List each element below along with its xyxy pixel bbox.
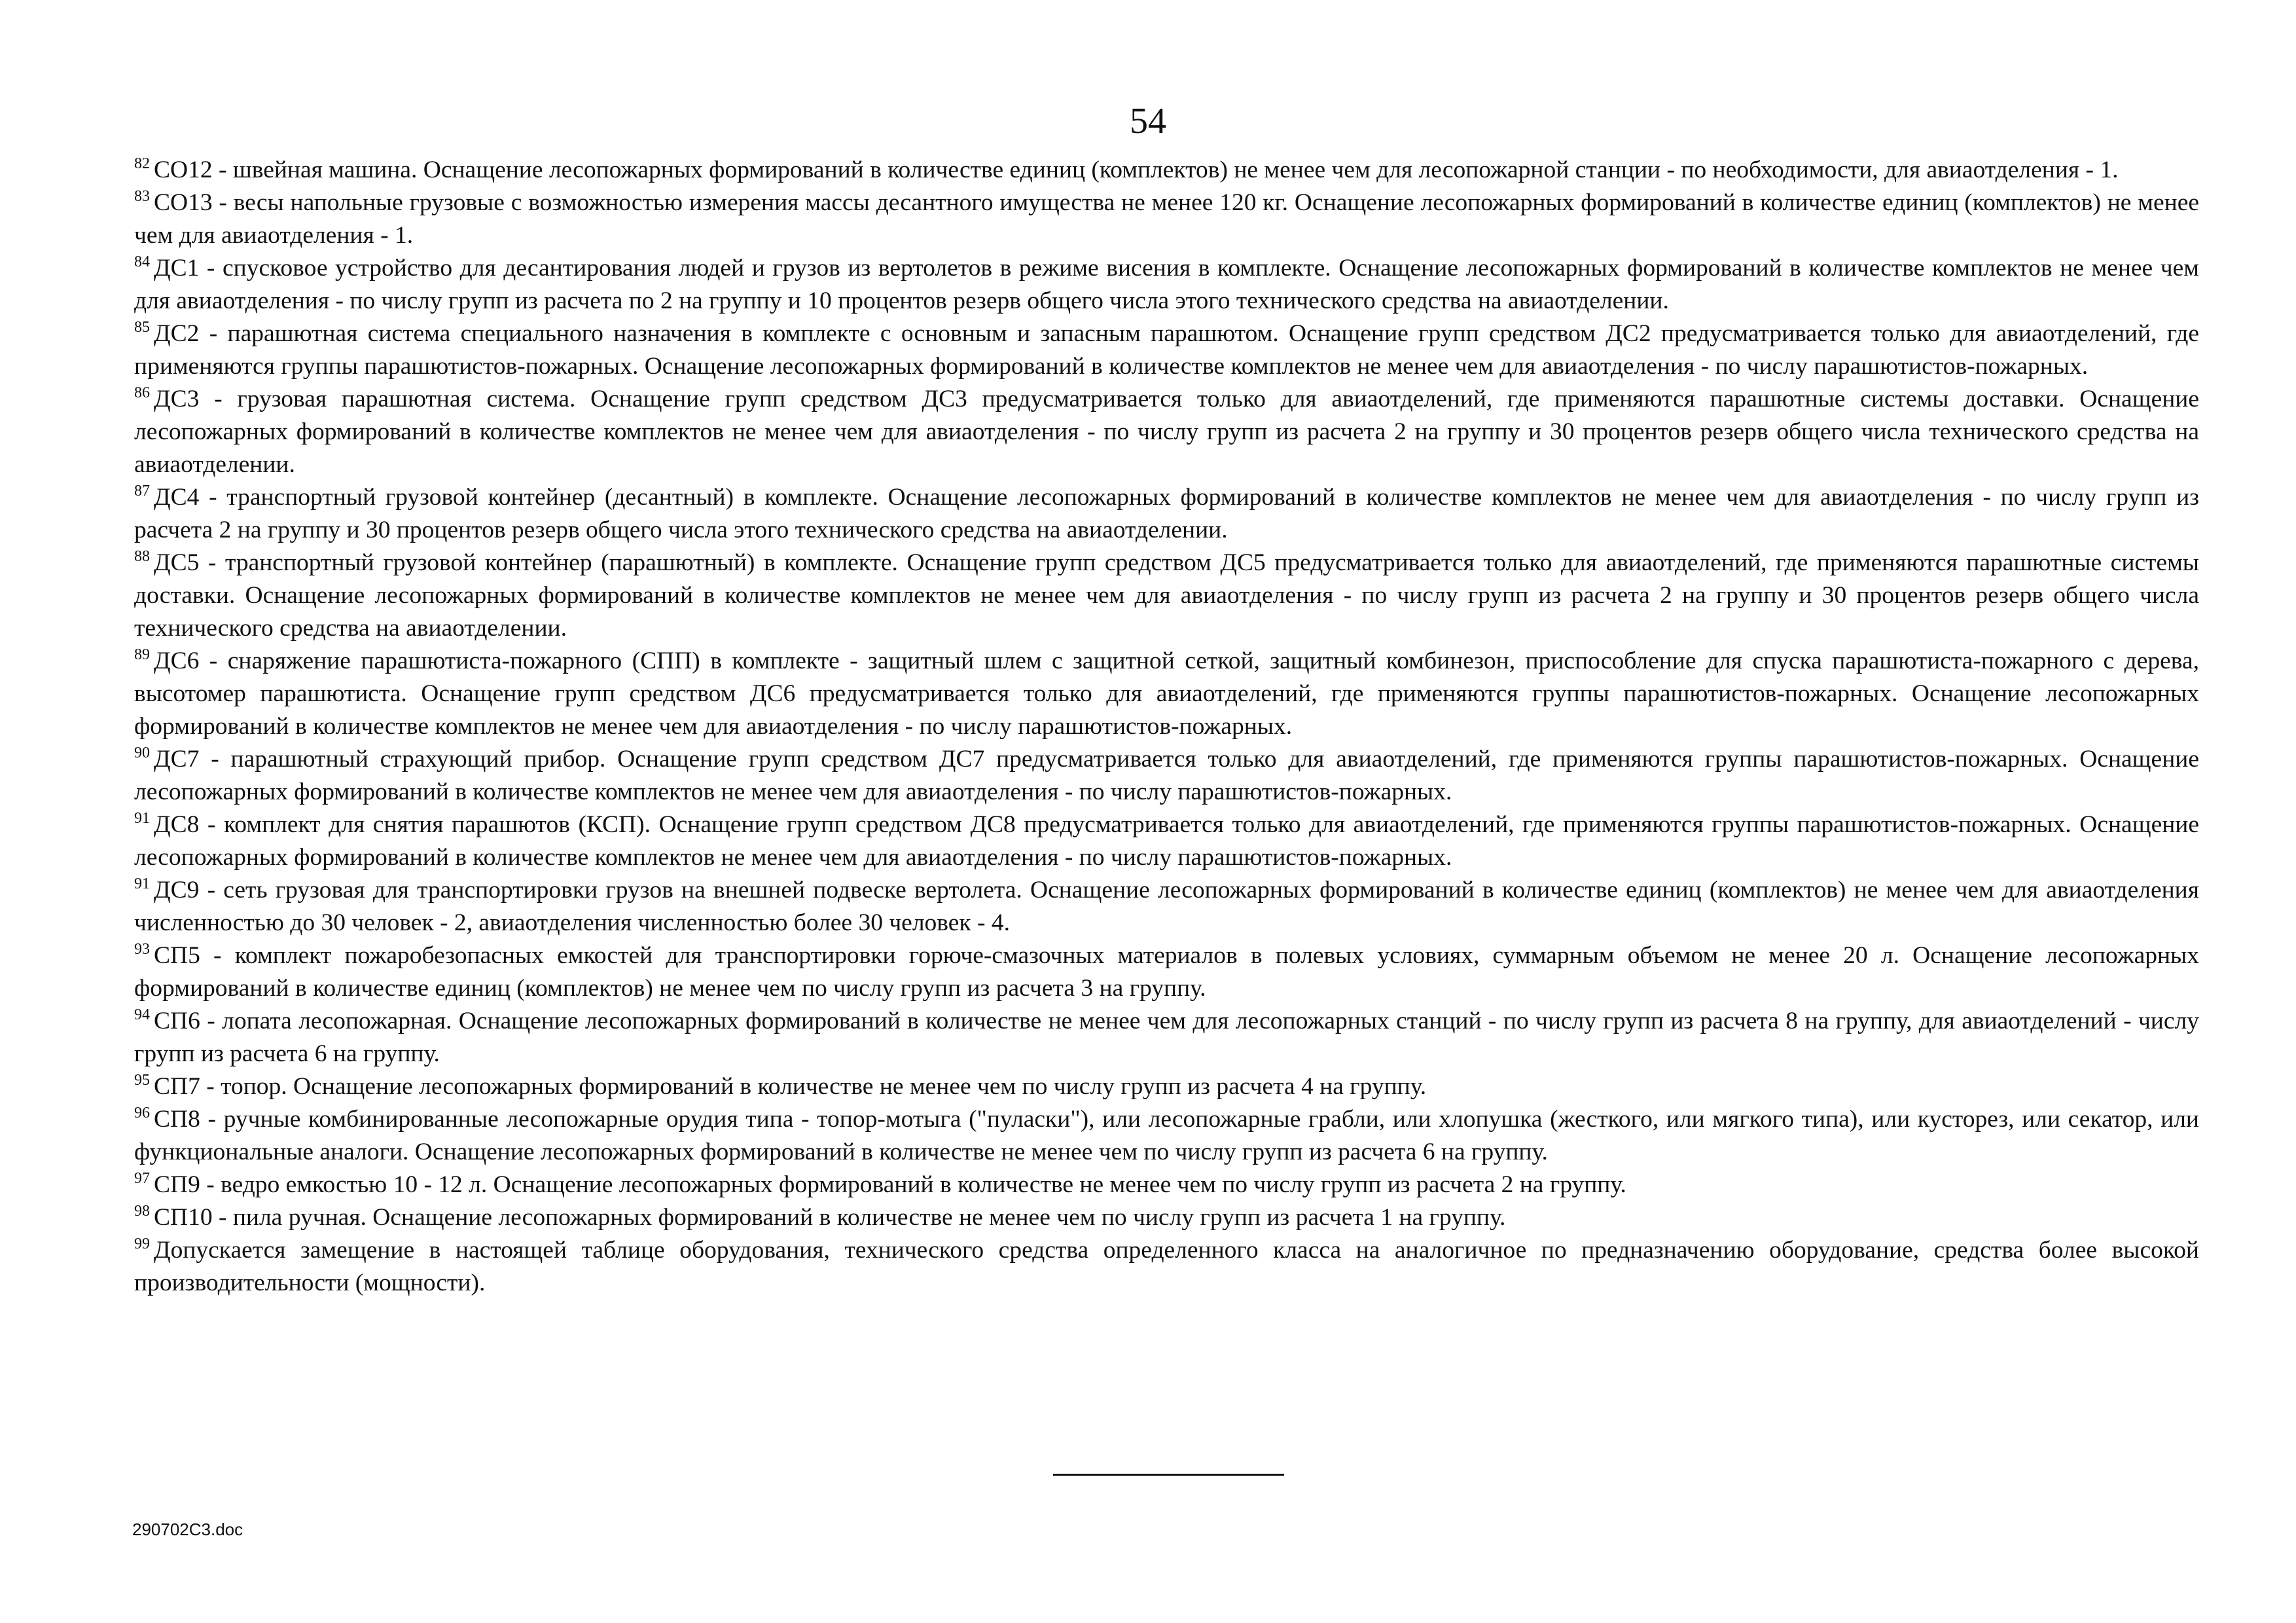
footnote-ref: 88	[134, 548, 150, 565]
footnote	[134, 1070, 2199, 1103]
footnote-ref: 93	[134, 941, 150, 958]
end-of-document-rule	[1053, 1474, 1284, 1476]
footnote-text: СП6 - лопата лесопожарная. Оснащение лесопожарных формирований в количестве не менее чем для лесопожарных станций - по числу групп из расчета 8 на группу, для авиаотделений - числу групп из расчета 6 на группу.	[134, 1008, 2199, 1067]
footnote	[134, 252, 2199, 318]
footnote-ref: 89	[134, 646, 150, 663]
footnote-ref: 85	[134, 319, 150, 336]
footnote-text: СП9 - ведро емкостью 10 - 12 л. Оснащение лесопожарных формирований в количестве не менее чем по числу групп из расчета 2 на группу.	[154, 1171, 1626, 1198]
footnote	[134, 939, 2199, 1005]
footnote	[134, 743, 2199, 809]
footnote-ref: 84	[134, 253, 150, 270]
footnote-ref: 98	[134, 1203, 150, 1220]
footnote-text: ДС1 - спусковое устройство для десантирования людей и грузов из вертолетов в режиме висения в комплекте. Оснащение лесопожарных формирований в количестве комплектов не менее чем для авиаотделения - по числу групп из расчета по 2 на группу и 10 процентов резерв общего числа этого технического средства на авиаотделении.	[134, 255, 2199, 314]
footnote-ref: 82	[134, 155, 150, 172]
footnote-text: ДС9 - сеть грузовая для транспортировки грузов на внешней подвеске вертолета. Оснащение лесопожарных формирований в количестве единиц (комплектов) не менее чем для авиаотделения численностью до 30 человек - 2, авиаотделения численностью более 30 человек - 4.	[134, 877, 2199, 936]
footnote-text: СП10 - пила ручная. Оснащение лесопожарных формирований в количестве не менее чем по числу групп из расчета 1 на группу.	[154, 1204, 1506, 1231]
footnote-ref: 86	[134, 384, 150, 401]
footnote	[134, 187, 2199, 252]
footnote-text: ДС8 - комплект для снятия парашютов (КСП). Оснащение групп средством ДС8 предусматривается только для авиаотделений, где применяются группы парашютистов-пожарных. Оснащение лесопожарных формирований в количестве комплектов не менее чем для авиаотделения - по числу парашютистов-пожарных.	[134, 811, 2199, 871]
footnote	[134, 383, 2199, 481]
footnote-text: ДС6 - снаряжение парашютиста-пожарного (СПП) в комплекте - защитный шлем с защитной сеткой, защитный комбинезон, приспособление для спуска парашютиста-пожарного с дерева, высотомер парашютиста. Оснащение групп средством ДС6 предусматривается только для авиаотделений, где применяются группы парашютистов-пожарных. Оснащение лесопожарных формирований в количестве комплектов не менее чем для авиаотделения - по числу парашютистов-пожарных.	[134, 647, 2199, 740]
footnote-text: ДС3 - грузовая парашютная система. Оснащение групп средством ДС3 предусматривается только для авиаотделений, где применяются парашютные системы доставки. Оснащение лесопожарных формирований в количестве комплектов не менее чем для авиаотделения - по числу групп из расчета 2 на группу и 30 процентов резерв общего числа технического средства на авиаотделении.	[134, 386, 2199, 478]
footnote-ref: 91	[134, 875, 150, 892]
footnote	[134, 874, 2199, 939]
footnote	[134, 1201, 2199, 1234]
footnote-ref: 95	[134, 1072, 150, 1089]
footnote	[134, 809, 2199, 874]
footnote	[134, 318, 2199, 383]
footnote-ref: 90	[134, 744, 150, 761]
document-filename: 290702С3.doc	[132, 1520, 243, 1539]
footnote-ref: 96	[134, 1104, 150, 1122]
footnote-text: СО13 - весы напольные грузовые с возможностью измерения массы десантного имущества не менее 120 кг. Оснащение лесопожарных формирований в количестве единиц (комплектов) не менее чем для авиаотделения - 1.	[134, 189, 2199, 249]
footnote-ref: 94	[134, 1006, 150, 1023]
footnote	[134, 1103, 2199, 1169]
footnote	[134, 1005, 2199, 1070]
footnote-text: ДС5 - транспортный грузовой контейнер (парашютный) в комплекте. Оснащение групп средством ДС5 предусматривается только для авиаотделений, где применяются парашютные системы доставки. Оснащение лесопожарных формирований в количестве комплектов не менее чем для авиаотделения - по числу групп из расчета 2 на группу и 30 процентов резерв общего числа технического средства на авиаотделении.	[134, 549, 2199, 642]
footnote	[134, 645, 2199, 743]
footnote-text: ДС7 - парашютный страхующий прибор. Оснащение групп средством ДС7 предусматривается только для авиаотделений, где применяются группы парашютистов-пожарных. Оснащение лесопожарных формирований в количестве комплектов не менее чем для авиаотделения - по числу парашютистов-пожарных.	[134, 746, 2199, 805]
footnote-ref: 91	[134, 810, 150, 827]
footnote-text: СП5 - комплект пожаробезопасных емкостей для транспортировки горюче-смазочных материалов в полевых условиях, суммарным объемом не менее 20 л. Оснащение лесопожарных формирований в количестве единиц (комплектов) не менее чем по числу групп из расчета 3 на группу.	[134, 942, 2199, 1002]
footnote	[134, 1234, 2199, 1300]
footnote	[134, 1169, 2199, 1201]
footnote-ref: 83	[134, 188, 150, 205]
footnote	[134, 481, 2199, 547]
footnote-text: ДС2 - парашютная система специального назначения в комплекте с основным и запасным парашютом. Оснащение групп средством ДС2 предусматривается только для авиаотделений, где применяются группы парашютистов-пожарных. Оснащение лесопожарных формирований в количестве комплектов не менее чем для авиаотделения - по числу парашютистов-пожарных.	[134, 320, 2199, 380]
footnote-text: СО12 - швейная машина. Оснащение лесопожарных формирований в количестве единиц (комплектов) не менее чем для лесопожарной станции - по необходимости, для авиаотделения - 1.	[154, 156, 2119, 183]
footnote-ref: 99	[134, 1235, 150, 1252]
footnote-text: СП8 - ручные комбинированные лесопожарные орудия типа - топор-мотыга ("пуласки"), или лесопожарные грабли, или хлопушка (жесткого, или мягкого типа), или кусторез, или секатор, или функциональные аналоги. Оснащение лесопожарных формирований в количестве не менее чем по числу групп из расчета 6 на группу.	[134, 1106, 2199, 1165]
footnotes-list	[134, 154, 2199, 1300]
footnote-text: СП7 - топор. Оснащение лесопожарных формирований в количестве не менее чем по числу групп из расчета 4 на группу.	[154, 1073, 1427, 1100]
footnote	[134, 154, 2199, 187]
footnote	[134, 547, 2199, 645]
footnote-ref: 87	[134, 483, 150, 500]
page-number: 54	[1130, 101, 1166, 141]
footnote-text: Допускается замещение в настоящей таблице оборудования, технического средства определенного класса на аналогичное по предназначению оборудование, средства более высокой производительности (мощности).	[134, 1237, 2199, 1296]
footnote-ref: 97	[134, 1170, 150, 1187]
footnote-text: ДС4 - транспортный грузовой контейнер (десантный) в комплекте. Оснащение лесопожарных формирований в количестве комплектов не менее чем для авиаотделения - по числу групп из расчета 2 на группу и 30 процентов резерв общего числа этого технического средства на авиаотделении.	[134, 484, 2199, 543]
